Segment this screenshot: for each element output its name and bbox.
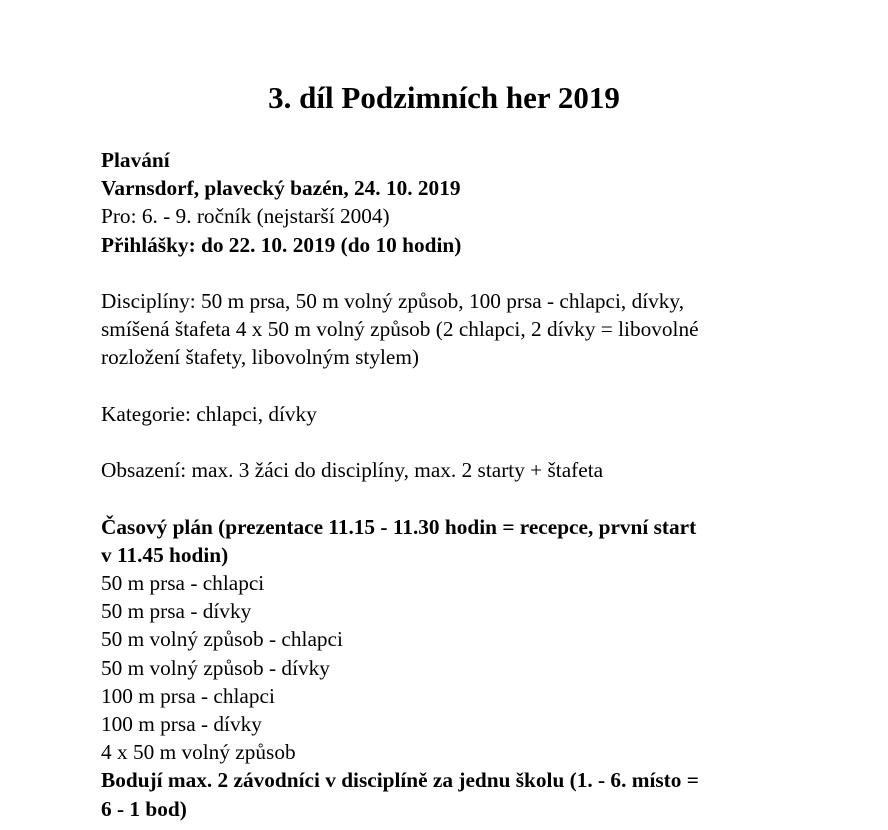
document-body	[101, 146, 821, 823]
schedule-heading: v 11.45 hodin)	[101, 542, 229, 567]
paragraph-gap	[101, 372, 821, 400]
paragraph-gap	[101, 428, 821, 456]
venue-date: Varnsdorf, plavecký bazén, 24. 10. 2019	[101, 176, 461, 201]
schedule-item: 4 x 50 m volný způsob	[101, 740, 296, 765]
scoring-rule: 6 - 1 bod)	[101, 796, 187, 821]
disciplines-line: Disciplíny: 50 m prsa, 50 m volný způsob, 100 prsa - chlapci, dívky,	[101, 289, 685, 313]
schedule-item: 50 m prsa - chlapci	[101, 570, 265, 595]
scoring-rule: Bodují max. 2 závodníci v disciplíně za jednu školu (1. - 6. místo =	[101, 768, 699, 793]
disciplines-line: smíšená štafeta 4 x 50 m volný způsob (2 chlapci, 2 dívky = libovolné	[101, 317, 699, 342]
document-title: 3. díl Podzimních her 2019	[268, 80, 620, 115]
paragraph-gap	[101, 484, 821, 512]
entries-limit: Obsazení: max. 3 žáci do disciplíny, max. 2 starty + štafeta	[101, 458, 604, 483]
eligibility: Pro: 6. - 9. ročník (nejstarší 2004)	[101, 204, 390, 229]
schedule-item: 50 m prsa - dívky	[101, 599, 252, 624]
schedule-item: 100 m prsa - dívky	[101, 712, 262, 736]
sport-name: Plavání	[101, 148, 170, 172]
categories: Kategorie: chlapci, dívky	[101, 401, 317, 426]
registration-deadline: Přihlášky: do 22. 10. 2019 (do 10 hodin)	[101, 232, 462, 257]
schedule-heading: Časový plán (prezentace 11.15 - 11.30 hodin = recepce, první start	[101, 514, 697, 539]
schedule-item: 50 m volný způsob - dívky	[101, 655, 330, 680]
schedule-item: 100 m prsa - chlapci	[101, 683, 275, 708]
paragraph-gap	[101, 259, 821, 287]
disciplines-line: rozložení štafety, libovolným stylem)	[101, 345, 419, 370]
schedule-item: 50 m volný způsob - chlapci	[101, 627, 343, 652]
